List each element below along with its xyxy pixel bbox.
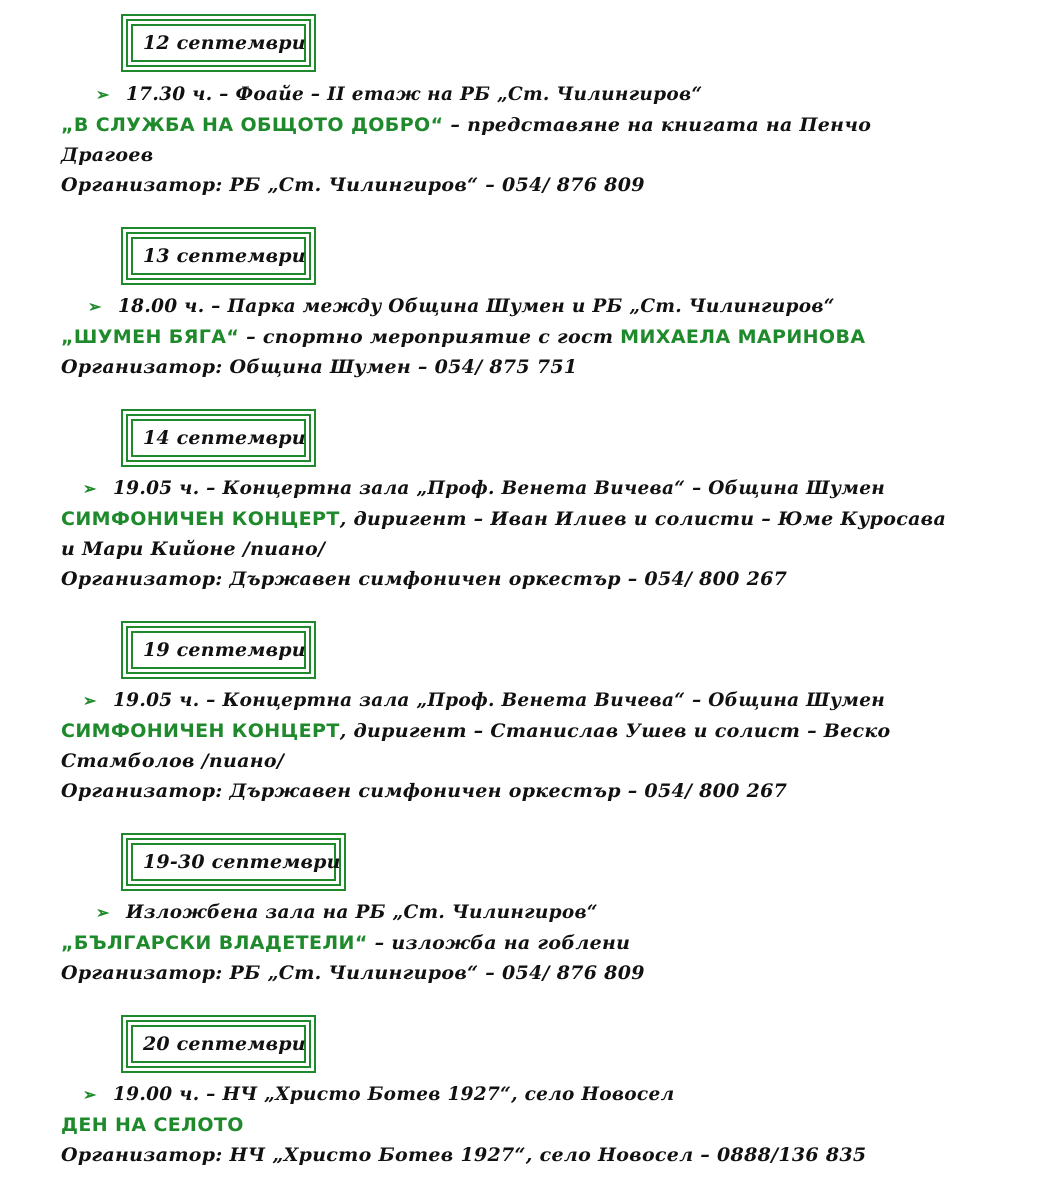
event-venue: ➢ 18.00 ч. – Парка между Община Шумен и РБ „Ст. Чилингиров“ — [88, 292, 835, 322]
arrow-bullet-icon: ➢ — [83, 1085, 97, 1104]
arrow-bullet-icon: ➢ — [88, 297, 102, 316]
date-label: 12 септември — [143, 32, 306, 54]
date-box — [121, 409, 316, 467]
date-box — [121, 14, 316, 72]
event-title-line — [61, 716, 891, 746]
event-organizer: Организатор: Държавен симфоничен оркестър – 054/ 800 267 — [61, 780, 788, 802]
event-venue: ➢ 19.05 ч. – Концертна зала „Проф. Венета Вичева“ – Община Шумен — [83, 474, 885, 504]
event-title: СИМФОНИЧЕН КОНЦЕРТ — [61, 508, 340, 530]
event-organizer: Организатор: НЧ „Христо Ботев 1927“, село Новосел – 0888/136 835 — [61, 1144, 867, 1166]
event-title-line — [61, 1110, 244, 1140]
event-description-cont: и Мари Кийоне /пиано/ — [61, 538, 326, 560]
event-organizer: Организатор: РБ „Ст. Чилингиров“ – 054/ 876 809 — [61, 174, 645, 196]
arrow-bullet-icon: ➢ — [96, 85, 110, 104]
event-title: „В СЛУЖБА НА ОБЩОТО ДОБРО“ — [61, 114, 444, 136]
event-title-line — [61, 322, 865, 352]
event-description: , диригент – Иван Илиев и солисти – Юме Куросава — [339, 508, 947, 530]
event-venue: ➢ 19.00 ч. – НЧ „Христо Ботев 1927“, село Новосел — [83, 1080, 674, 1110]
date-label: 19-30 септември — [143, 851, 341, 873]
date-label: 14 септември — [143, 427, 306, 449]
event-title: ДЕН НА СЕЛОТО — [61, 1114, 244, 1136]
event-description: – изложба на гоблени — [367, 932, 631, 954]
event-venue: ➢ 19.05 ч. – Концертна зала „Проф. Венета Вичева“ – Община Шумен — [83, 686, 885, 716]
arrow-bullet-icon: ➢ — [96, 903, 110, 922]
event-description-cont: Драгоев — [61, 144, 154, 166]
date-box — [121, 621, 316, 679]
event-description: – представяне на книгата на Пенчо — [443, 114, 872, 136]
arrow-bullet-icon: ➢ — [83, 691, 97, 710]
event-organizer: Организатор: РБ „Ст. Чилингиров“ – 054/ 876 809 — [61, 962, 645, 984]
event-description-cont: Стамболов /пиано/ — [61, 750, 285, 772]
event-title-line — [61, 110, 871, 140]
date-label: 20 септември — [143, 1033, 306, 1055]
date-label: 19 септември — [143, 639, 306, 661]
date-box — [121, 227, 316, 285]
date-label: 13 септември — [143, 245, 306, 267]
event-title: „ШУМЕН БЯГА“ — [61, 326, 240, 348]
event-description: , диригент – Станислав Ушев и солист – Веско — [339, 720, 891, 742]
date-box — [121, 1015, 316, 1073]
event-venue: ➢ 17.30 ч. – Фоайе – II етаж на РБ „Ст. Чилингиров“ — [96, 80, 702, 110]
event-venue: ➢ Изложбена зала на РБ „Ст. Чилингиров“ — [96, 898, 598, 928]
event-organizer: Организатор: Държавен симфоничен оркестър – 054/ 800 267 — [61, 568, 788, 590]
event-title-line — [61, 504, 946, 534]
date-box — [121, 833, 346, 891]
arrow-bullet-icon: ➢ — [83, 479, 97, 498]
event-guest: МИХАЕЛА МАРИНОВА — [620, 326, 866, 348]
event-description: – спортно мероприятие с гост — [239, 326, 621, 348]
event-title: „БЪЛГАРСКИ ВЛАДЕТЕЛИ“ — [61, 932, 368, 954]
event-title-line — [61, 928, 630, 958]
event-title: СИМФОНИЧЕН КОНЦЕРТ — [61, 720, 340, 742]
event-organizer: Организатор: Община Шумен – 054/ 875 751 — [61, 356, 578, 378]
